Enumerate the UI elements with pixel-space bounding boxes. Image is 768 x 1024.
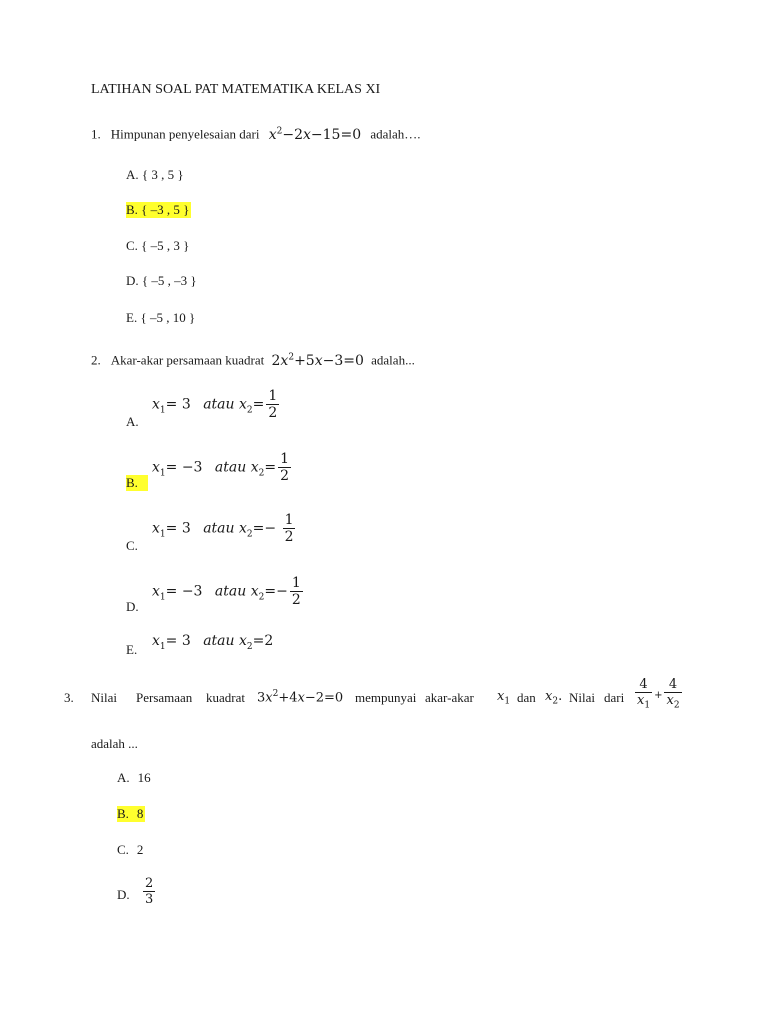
q3-option-d-fraction[interactable]: $\frac{2}{3}$ — [145, 876, 154, 907]
q3-number: 3. — [64, 690, 74, 705]
q1-option-e[interactable]: E. { –5 , 10 } — [126, 310, 196, 325]
question-suffix: adalah…. — [370, 126, 421, 142]
q3-option-a[interactable]: A. 16 — [117, 770, 151, 785]
q3-word-nilai: Nilai — [91, 690, 117, 705]
q3-word-dari: dari — [604, 690, 625, 705]
question-number: 2. — [91, 352, 101, 368]
q2-option-e-letter[interactable]: E. — [126, 642, 138, 657]
q3-option-d-letter[interactable]: D. — [117, 887, 130, 902]
var-x1: $x_1$ — [497, 689, 511, 707]
q2-option-d-letter[interactable]: D. — [126, 599, 139, 614]
q3-word-dan: dan — [517, 690, 536, 705]
q1-option-b[interactable]: B. { –3 , 5 } — [126, 202, 190, 217]
q3-word-kuadrat: kuadrat — [206, 690, 245, 705]
q3-fraction-expression: $\frac{4}{x_1}$ + $\frac{4}{x_2}$ — [637, 677, 680, 711]
q2-option-a-math[interactable]: $x_1= 3$ atau $x_2=$ $\frac{1}{2}$ — [152, 388, 278, 421]
question-1 — [91, 126, 421, 143]
question-text: Himpunan penyelesaian dari — [110, 126, 260, 142]
q2-option-b-letter[interactable]: B. — [126, 475, 148, 491]
equation-q3: $3x^2+4x-2=0$ — [257, 689, 344, 706]
q1-option-a[interactable]: A. { 3 , 5 } — [126, 167, 184, 182]
question-2 — [91, 352, 415, 369]
q3-line-2: adalah ... — [91, 736, 138, 751]
question-number: 1. — [91, 126, 101, 142]
q3-word-nilai-2: Nilai — [569, 690, 595, 705]
question-suffix: adalah... — [371, 352, 415, 368]
q2-option-c-letter[interactable]: C. — [126, 538, 138, 553]
page-title: LATIHAN SOAL PAT MATEMATIKA KELAS XI — [91, 82, 381, 97]
q3-word-mempunyai: mempunyai — [355, 690, 417, 705]
q3-option-b[interactable]: B. 8 — [117, 806, 144, 821]
q3-word-akar: akar-akar — [425, 690, 474, 705]
equation-q2: $2x^2+5x-3=0$ — [271, 352, 364, 369]
q1-option-d[interactable]: D. { –5 , –3 } — [126, 273, 197, 288]
q2-option-d-math[interactable]: $x_1= -3$ atau $x_2=-$ $\frac{1}{2}$ — [152, 575, 301, 608]
q2-option-c-math[interactable]: $x_1= 3$ atau $x_2=-$ $\frac{1}{2}$ — [152, 512, 294, 545]
q3-word-persamaan: Persamaan — [136, 690, 193, 705]
q2-option-b-math[interactable]: $x_1= -3$ atau $x_2=$ $\frac{1}{2}$ — [152, 451, 290, 484]
q3-option-c[interactable]: C. 2 — [117, 842, 144, 857]
q1-option-c[interactable]: C. { –5 , 3 } — [126, 238, 190, 253]
q2-option-a-letter[interactable]: A. — [126, 414, 139, 429]
question-text: Akar-akar persamaan kuadrat — [110, 352, 265, 368]
var-x2: $x_2$. — [545, 689, 563, 707]
equation-q1: $x^2-2x-15=0$ — [268, 126, 362, 143]
q2-option-e-math[interactable]: $x_1= 3$ atau $x_2=2$ — [152, 633, 274, 652]
